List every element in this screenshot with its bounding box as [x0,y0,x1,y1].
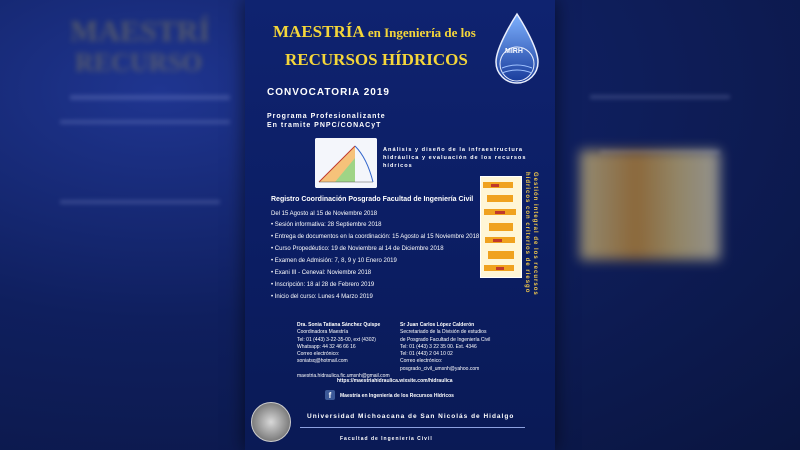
contact-spacer [297,366,390,373]
contact-line: Correo electrónico: [400,358,443,365]
registro-dates: Del 15 Agosto al 15 de Noviembre 2018 [271,211,378,217]
poster-title-line-2: RECURSOS HÍDRICOS [285,50,468,69]
background-ghost-title-1: MAESTRÍ [70,15,211,48]
title-en-ingenieria: en Ingeniería de los [364,25,476,40]
background-ghost-line [60,120,230,124]
contact-line: Tel: 01 (443) 3-22-35-00, ext (4302) [297,336,376,343]
contact-name: Dra. Sonia Tatiana Sánchez Quispe [297,322,381,328]
contact-email[interactable]: maestria.hidraulica.fic.umsnh@gmail.com [297,372,390,379]
background-ghost-title-2: RECURSO [75,48,203,77]
contact-line: Whatsapp: 44 32 46 66 16 [297,343,356,350]
background-ghost-line [60,200,220,204]
divider [300,427,525,428]
hydraulic-analysis-graph [315,138,377,188]
gestion-vertical-text [524,172,555,302]
facebook-page-link[interactable]: Maestría en Ingeniería de los Recursos Hídricos [340,393,454,399]
background-ghost-line [590,95,730,99]
gestion-line-2: hídricos con criterios de riesgo [524,172,530,294]
contact-name: Sr Juan Carlos López Calderón [400,322,475,328]
poster [245,0,555,450]
convocatoria-title: CONVOCATORIA 2019 [267,87,390,98]
background-ghost-line [70,95,230,100]
contact-line: Secretariado de la División de estudios [400,329,487,336]
programa-text [267,112,386,130]
list-item: • Entrega de documentos en la coordinación: 15 Agosto al 15 Noviembre 2018 [271,234,480,240]
university-name: Universidad Michoacana de San Nicolás de Hidalgo [307,413,515,420]
list-item: • Curso Propedéutico: 19 de Noviembre al 14 de Diciembre 2018 [271,246,444,252]
programa-line-2: En tramite PNPC/CONACyT [267,122,382,129]
contact-line: Tel: 01 (443) 2 04 10 02 [400,351,453,358]
faculty-name: Facultad de Ingeniería Civil [340,436,433,442]
analysis-line-2: hidráulica y evaluación de los recursos [383,155,527,161]
contact-coordinator [297,322,390,380]
background-ghost-heatmap [580,150,720,260]
contact-secretary [400,322,490,373]
contact-line: de Posgrado Facultad de Ingeniería Civil [400,336,491,343]
analysis-text [383,146,526,170]
contact-email[interactable]: posgrado_civil_umsnh@yahoo.com [400,365,480,372]
list-item: • Inicio del curso: Lunes 4 Marzo 2019 [271,294,373,300]
contact-email[interactable]: soniatsq@hotmail.com [297,358,348,365]
facebook-icon[interactable]: f [325,390,335,400]
risk-heatmap-image [480,176,522,278]
poster-title-line-1 [273,22,476,42]
list-item: • Sesión informativa: 28 Septiembre 2018 [271,222,382,228]
analysis-line-3: hídricos [383,163,413,169]
university-seal-icon [251,402,291,442]
gestion-line-1: Gestión integral de los recursos [532,172,538,296]
list-item: • Inscripción: 18 al 28 de Febrero 2019 [271,282,375,288]
list-item: • Examen de Admisión: 7, 8, 9 y 10 Enero 2019 [271,258,397,264]
mirh-logo-text: MIRH [505,48,523,55]
website-link[interactable]: https://maestriahidraulica.wixsite.com/hidraulica [337,378,453,384]
analysis-line-1: Análisis y diseño de la infraestructura [383,147,524,153]
programa-line-1: Programa Profesionalizante [267,113,386,120]
contact-line: Tel: 01 (443) 3 22 35 00. Ext. 4346 [400,343,477,350]
contact-line: Correo electrónico: [297,351,340,358]
list-item: • Exani III - Ceneval: Noviembre 2018 [271,270,372,276]
title-maestria: MAESTRÍA [273,22,365,41]
contact-line: Coordinadora Maestría [297,329,349,336]
registro-title: Registro Coordinación Posgrado Facultad de Ingeniería Civil [271,196,474,203]
